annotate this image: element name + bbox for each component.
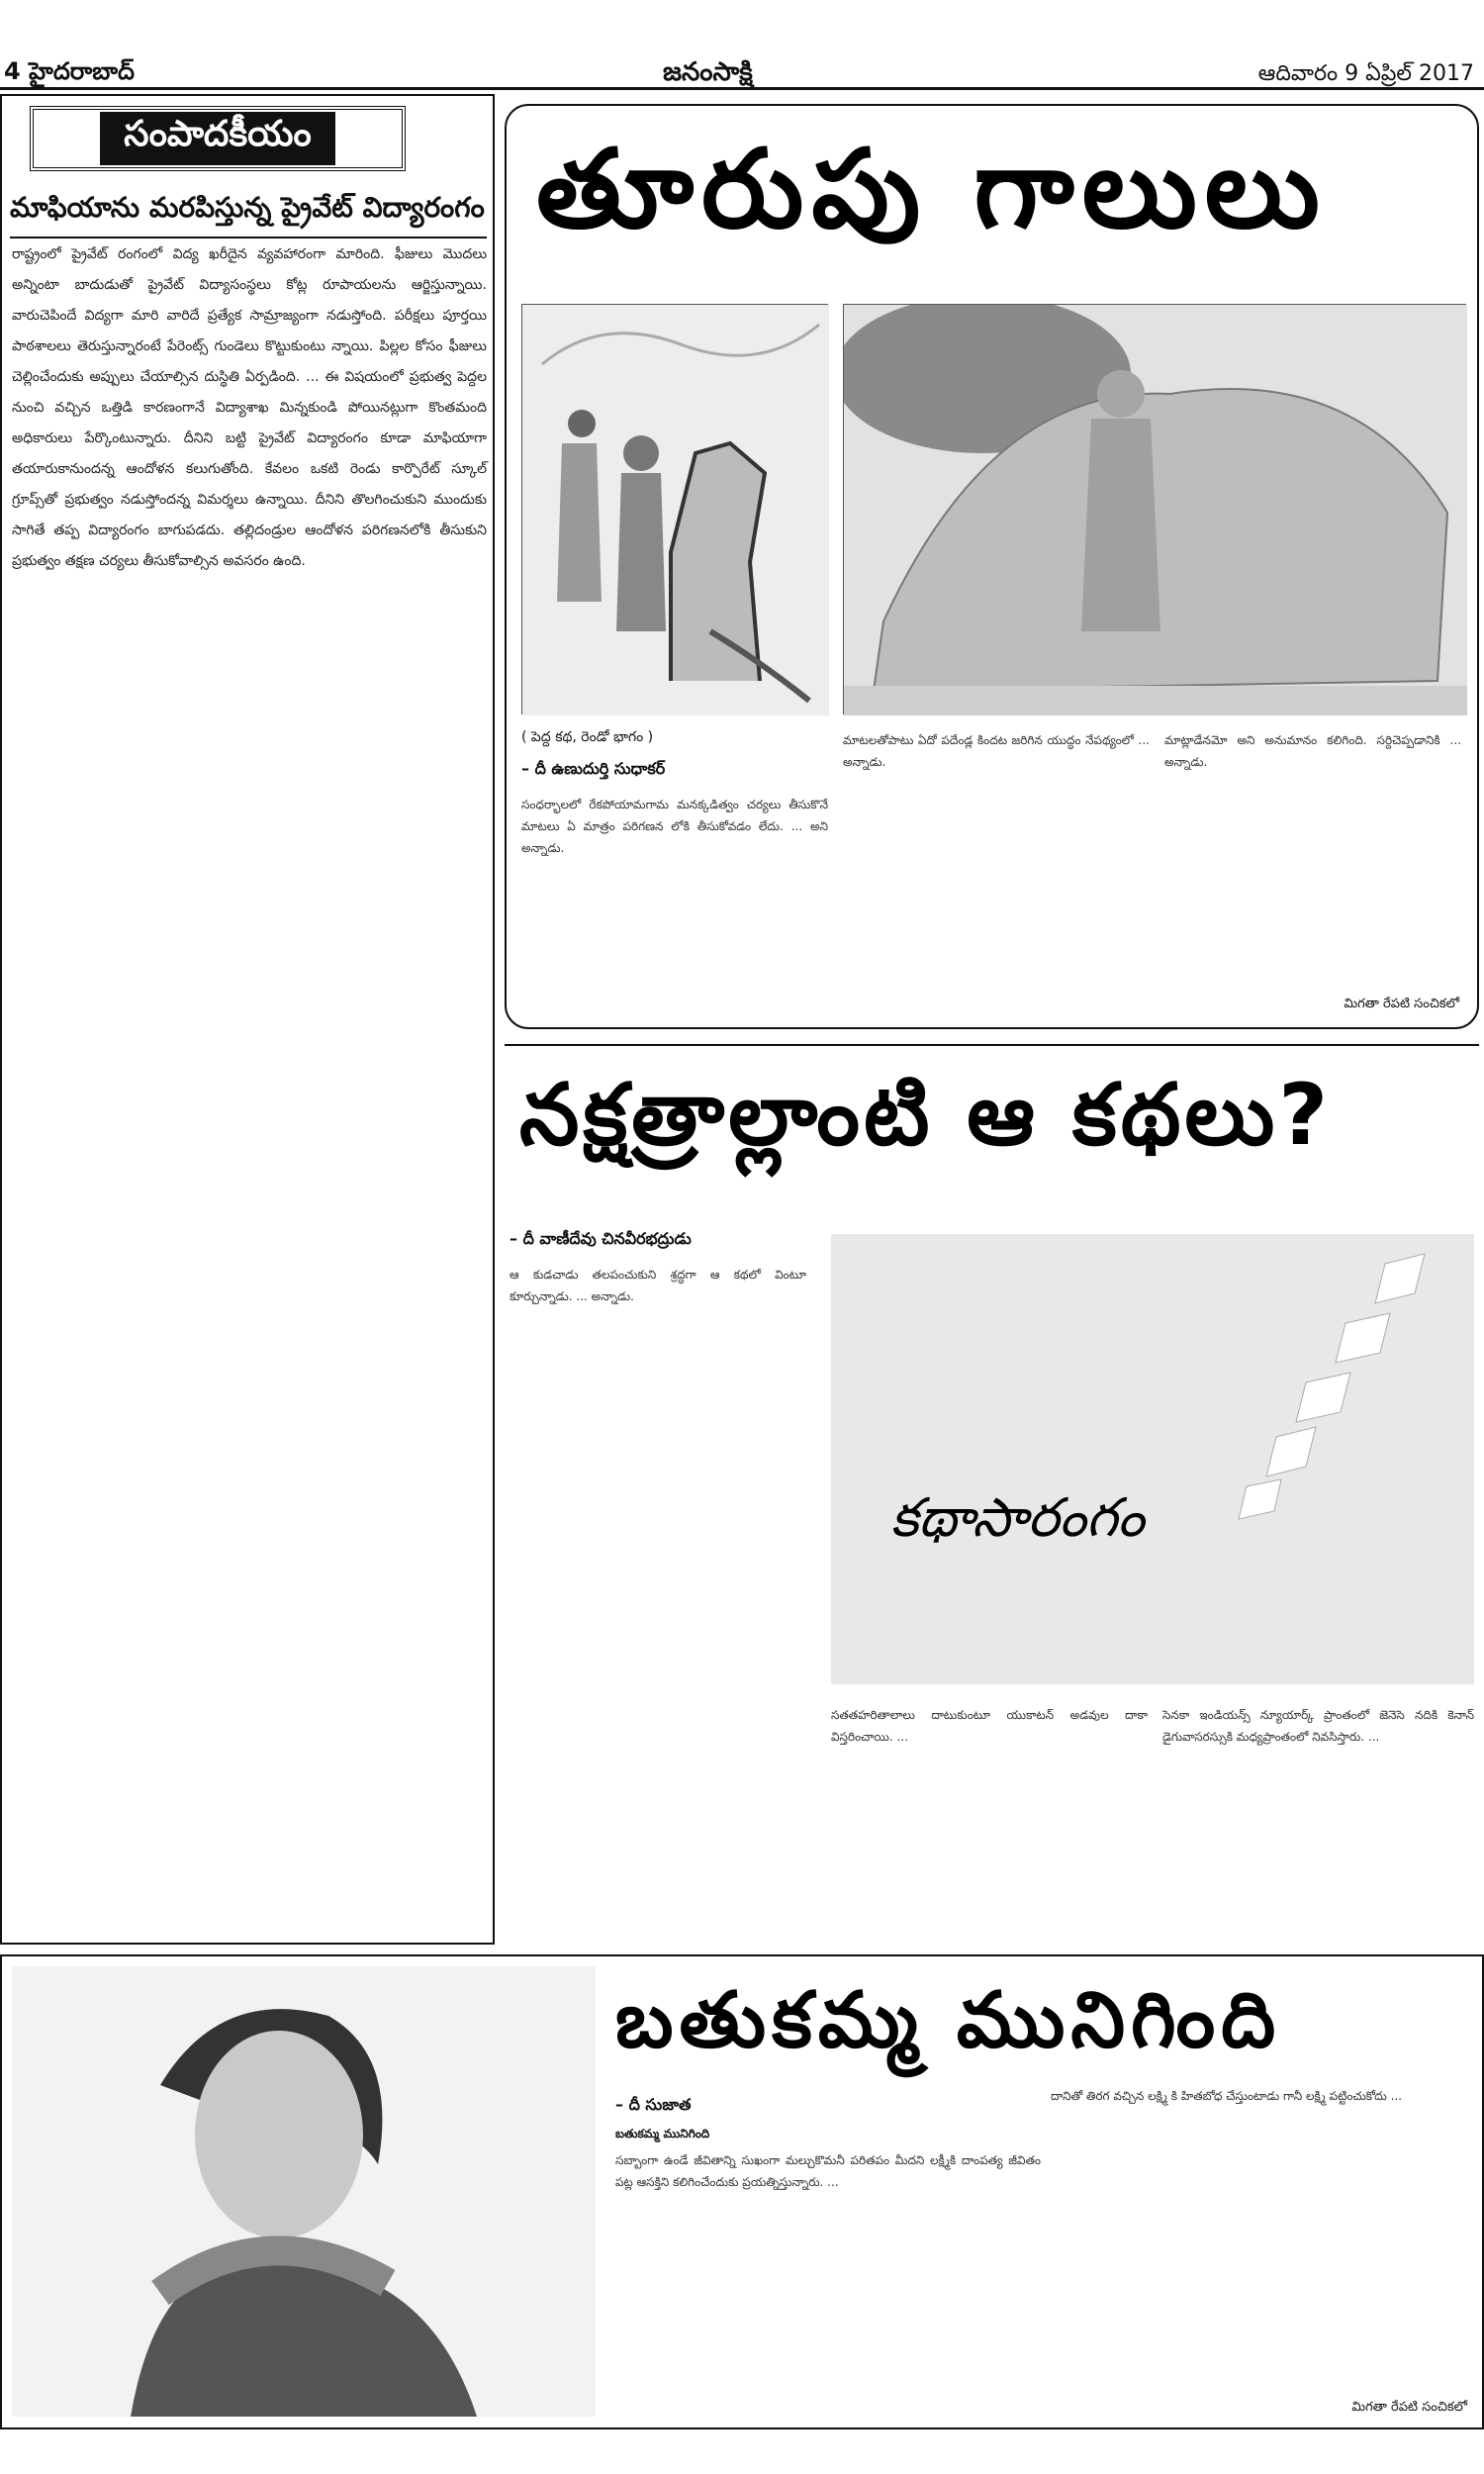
- story3-col1: సబ్బాంగా ఉండే జీవితాన్ని సుఖంగా మల్చుకొమనీ పరితపం మీదని లక్ష్మీకి దాంపత్య జీవితం పట్ల ఆసక్తిని కలిగించేందుకు ప్రయత్నిస్తున్నారు. ...: [615, 2153, 1041, 2189]
- masthead: జనంసాక్షి: [663, 57, 753, 87]
- story1-title: తూరుపు గాలులు: [536, 126, 1328, 252]
- author-portrait: [12, 1966, 596, 2417]
- kathasarangam-logo: కథాసారంగం: [890, 1486, 1145, 1549]
- story-nakshatrallanti: [505, 1044, 1479, 1935]
- story1-credit: మిగతా రేపటి సంచికలో: [1344, 997, 1459, 1011]
- story1-byline: – దీ ఉణుదుర్తి సుధాకర్‌: [521, 759, 666, 778]
- editorial-title: మాఫియాను మరపిస్తున్న ప్రైవేట్‌ విద్యారంగం: [10, 191, 487, 238]
- page-header: [0, 0, 1484, 89]
- story2-title: నక్షత్రాల్లాంటి ఆ కథలు?: [519, 1066, 1333, 1165]
- editorial-badge-label: సంపాదకీయం: [100, 112, 334, 165]
- story2-col1: ఆ కుడచాడు తలపంచుకుని శ్రద్ధగా ఆ కథలో వింటూ కూర్చున్నాడు. ... అన్నాడు.: [510, 1268, 806, 1303]
- editorial-body: రాష్ట్రంలో ప్రైవేట్‌ రంగంలో విద్య ఖరీదైన వ్యవహారంగా మారింది. ఫీజులు మొదలు అన్నింటా బాదుడుతో ప్రైవేట్‌ విద్యాసంస్థలు కోట్ల రూపాయలను ఆర్జిస్తున్నాయి. వారుచెపిందే విద్యగా మారి వారిదే ప్రత్యేక సామ్రాజ్యంగా నడుస్తోంది. పరీక్షలు పూర్తయి పాఠశాలలు తెరుస్తున్నారంటే పేరెంట్స్‌ గుండెలు కొట్టుకుంటు న్నాయి. పిల్లల కోసం ఫీజులు చెల్లించేందుకు అప్పులు చేయాల్సిన దుస్థితి ఏర్పడింది. ... ఈ విషయంలో ప్రభుత్వ పెద్దల నుంచి వచ్చిన ఒత్తిడి కారణంగానే విద్యాశాఖ మిన్నకుండి పోయినట్లుగా కొంతమంది అధికారులు పేర్కొంటున్నారు. దీనిని బట్టి ప్రైవేట్‌ విద్యారంగం కూడా మాఫియాగా తయారుకానుందన్న ఆందోళన కలుగుతోంది. కేవలం ఒకటి రెండు కార్పొరేట్‌ స్కూల్‌ గ్రూప్స్‌తో ప్రభుత్వం నడుస్తోందన్న విమర్శలు ఉన్నాయి. దీనిని తొలగించుకుని ముందుకు సాగితే తప్ప విద్యారంగం బాగుపడదు. తల్లిదండ్రుల ఆందోళన పరిగణనలోకి తీసుకుని ప్రభుత్వం తక్షణ చర్యలు తీసుకోవాల్సిన అవసరం ఉంది.: [12, 246, 487, 569]
- story1-col3: మాట్లాడేనమో అని అనుమానం కలిగింది. సర్దిచెప్పడానికి ... అన్నాడు.: [1164, 733, 1461, 769]
- header-rule: [0, 87, 1484, 90]
- story1-col1: సంధర్భాలలో రేకపోయామగామ మనక్కడిత్వం చర్యలు తీసుకొనే మాటలు ఏ మాత్రం పరిగణన లోకి తీసుకోవడం లేదు. ... అని అన్నాడు.: [521, 798, 828, 855]
- story1-col2: మాటలతోపాటు ఏదో పదేండ్ల కిందట జరిగిన యుద్ధం నేపథ్యంలో ... అన్నాడు.: [843, 733, 1150, 769]
- page-number: 4 హైదరాబాద్: [4, 57, 135, 85]
- story-bathukamma: [0, 1954, 1484, 2429]
- stone-statue-photo-icon: [844, 305, 1467, 715]
- story3-col2: దానితో తిరగ వచ్చిన లక్ష్మి కి హితబోధ చేస్తుంటాడు గానీ లక్ష్మి పట్టించుకోదు ...: [1051, 2089, 1403, 2103]
- story3-credit: మిగతా రేపటి సంచికలో: [1351, 2400, 1467, 2415]
- story2-col2: సతతహరితాలాలు దాటుకుంటూ యుకాటన్‌ అడవుల దాకా విస్తరించాయి. ...: [831, 1708, 1148, 1744]
- kathasarangam-art: [831, 1234, 1474, 1684]
- photo-stone-statue: [843, 304, 1466, 714]
- illustration-horseman: [521, 304, 828, 714]
- issue-date: ఆదివారం 9 ఏప్రిల్ 2017: [1257, 61, 1474, 86]
- story3-title: బతుకమ్మ మునిగింది: [615, 1976, 1282, 2065]
- story2-byline: – దీ వాణీదేవు చినవీరభద్రుడు: [510, 1229, 692, 1248]
- editorial-column: [0, 94, 495, 1945]
- woman-portrait-icon: [12, 1966, 596, 2417]
- story1-caption: ( పెద్ద కథ, రెండో భాగం ): [521, 729, 654, 745]
- editorial-badge: [30, 106, 406, 171]
- story-tooruppu-galulu: [505, 104, 1479, 1029]
- flying-pages-icon: [831, 1234, 1474, 1684]
- story2-col3: సెనకా ఇండియన్స్‌ న్యూయార్క్‌ ప్రాంతంలో జెనెసె నదికి కెనాన్‌ డైగువాసరస్సుకి మధ్యప్రాంతంలో నివసిస్తారు. ...: [1162, 1708, 1474, 1744]
- horseman-illustration-icon: [522, 305, 829, 715]
- story3-subhead: బతుకమ్మ మునిగింది: [615, 2127, 710, 2141]
- story3-byline: – దీ సుజాత: [615, 2095, 692, 2114]
